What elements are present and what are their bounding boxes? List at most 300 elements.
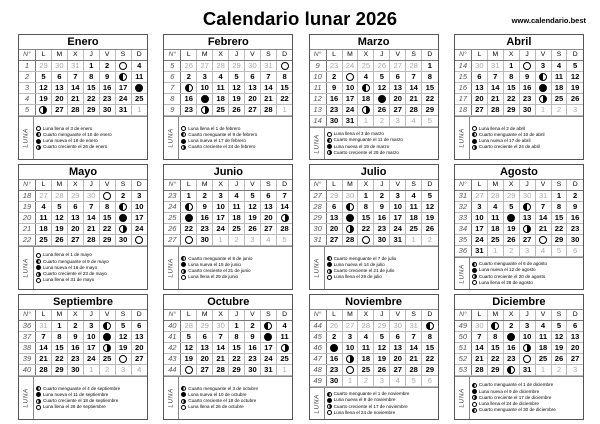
day-cell[interactable]: 1 <box>358 191 374 202</box>
day-cell[interactable] <box>260 332 276 343</box>
day-cell[interactable]: 1 <box>551 191 567 202</box>
day-cell[interactable]: 13 <box>131 332 147 343</box>
day-cell[interactable]: 12 <box>567 72 583 83</box>
day-cell[interactable]: 25 <box>131 94 147 105</box>
day-cell[interactable] <box>99 191 115 202</box>
day-cell[interactable]: 2 <box>197 191 213 202</box>
day-cell[interactable]: 30 <box>197 235 213 246</box>
day-cell[interactable]: 24 <box>390 224 406 235</box>
day-cell[interactable]: 27 <box>519 235 535 246</box>
day-cell[interactable] <box>535 235 551 246</box>
day-cell[interactable]: 15 <box>276 83 292 94</box>
day-cell[interactable]: 22 <box>83 94 99 105</box>
day-cell[interactable]: 16 <box>326 354 342 365</box>
day-cell[interactable]: 20 <box>260 213 276 224</box>
day-cell[interactable]: 27 <box>326 235 342 246</box>
day-cell[interactable]: 31 <box>519 365 535 376</box>
day-cell[interactable]: 11 <box>535 332 551 343</box>
day-cell[interactable]: 13 <box>519 213 535 224</box>
day-cell[interactable]: 16 <box>519 83 535 94</box>
day-cell[interactable]: 8 <box>51 332 67 343</box>
day-cell[interactable]: 16 <box>374 213 390 224</box>
day-cell[interactable]: 7 <box>67 72 83 83</box>
day-cell[interactable]: 11 <box>276 332 292 343</box>
day-cell[interactable] <box>115 224 131 235</box>
day-cell[interactable] <box>342 213 358 224</box>
day-cell[interactable]: 18 <box>535 343 551 354</box>
day-cell[interactable] <box>181 83 197 94</box>
day-cell[interactable]: 31 <box>342 116 358 127</box>
day-cell[interactable] <box>503 332 519 343</box>
day-cell[interactable] <box>115 213 131 224</box>
day-cell[interactable]: 25 <box>99 354 115 365</box>
day-cell[interactable]: 29 <box>422 365 438 376</box>
day-cell[interactable]: 19 <box>244 213 260 224</box>
day-cell[interactable]: 7 <box>83 202 99 213</box>
day-cell[interactable]: 24 <box>131 224 147 235</box>
day-cell[interactable]: 31 <box>390 235 406 246</box>
day-cell[interactable]: 18 <box>551 83 567 94</box>
day-cell[interactable]: 23 <box>67 354 83 365</box>
day-cell[interactable]: 25 <box>276 354 292 365</box>
day-cell[interactable]: 20 <box>390 94 406 105</box>
day-cell[interactable] <box>487 321 503 332</box>
day-cell[interactable]: 1 <box>422 61 438 72</box>
day-cell[interactable]: 6 <box>131 321 147 332</box>
day-cell[interactable]: 14 <box>213 343 229 354</box>
day-cell[interactable]: 19 <box>115 343 131 354</box>
day-cell[interactable]: 8 <box>487 332 503 343</box>
day-cell[interactable]: 26 <box>374 365 390 376</box>
day-cell[interactable]: 18 <box>358 94 374 105</box>
day-cell[interactable]: 24 <box>115 94 131 105</box>
day-cell[interactable]: 22 <box>422 354 438 365</box>
day-cell[interactable]: 30 <box>326 376 342 387</box>
day-cell[interactable]: 1 <box>503 61 519 72</box>
day-cell[interactable]: 29 <box>51 365 67 376</box>
day-cell[interactable]: 12 <box>181 343 197 354</box>
day-cell[interactable]: 13 <box>67 213 83 224</box>
day-cell[interactable]: 27 <box>131 354 147 365</box>
day-cell[interactable]: 2 <box>326 72 342 83</box>
day-cell[interactable]: 14 <box>83 213 99 224</box>
day-cell[interactable]: 3 <box>519 321 535 332</box>
day-cell[interactable]: 24 <box>471 235 487 246</box>
day-cell[interactable]: 29 <box>551 235 567 246</box>
day-cell[interactable] <box>358 235 374 246</box>
day-cell[interactable]: 13 <box>260 202 276 213</box>
day-cell[interactable]: 6 <box>326 202 342 213</box>
day-cell[interactable]: 26 <box>422 224 438 235</box>
day-cell[interactable]: 14 <box>276 202 292 213</box>
day-cell[interactable]: 7 <box>260 72 276 83</box>
day-cell[interactable]: 14 <box>406 83 422 94</box>
day-cell[interactable]: 21 <box>213 354 229 365</box>
day-cell[interactable]: 18 <box>487 224 503 235</box>
day-cell[interactable]: 24 <box>213 224 229 235</box>
day-cell[interactable] <box>519 354 535 365</box>
day-cell[interactable]: 15 <box>422 83 438 94</box>
day-cell[interactable]: 13 <box>197 343 213 354</box>
day-cell[interactable] <box>342 365 358 376</box>
day-cell[interactable]: 18 <box>229 213 245 224</box>
day-cell[interactable]: 2 <box>244 321 260 332</box>
day-cell[interactable]: 7 <box>406 72 422 83</box>
day-cell[interactable] <box>276 343 292 354</box>
day-cell[interactable]: 3 <box>390 191 406 202</box>
day-cell[interactable]: 9 <box>326 83 342 94</box>
day-cell[interactable]: 26 <box>51 235 67 246</box>
day-cell[interactable]: 15 <box>503 83 519 94</box>
day-cell[interactable]: 12 <box>229 83 245 94</box>
day-cell[interactable]: 23 <box>326 365 342 376</box>
day-cell[interactable]: 5 <box>567 61 583 72</box>
day-cell[interactable]: 4 <box>276 321 292 332</box>
day-cell[interactable]: 11 <box>213 83 229 94</box>
day-cell[interactable]: 9 <box>197 202 213 213</box>
day-cell[interactable]: 12 <box>422 202 438 213</box>
day-cell[interactable]: 23 <box>374 224 390 235</box>
day-cell[interactable]: 19 <box>181 354 197 365</box>
day-cell[interactable]: 18 <box>358 354 374 365</box>
day-cell[interactable]: 14 <box>36 343 52 354</box>
day-cell[interactable]: 20 <box>131 343 147 354</box>
day-cell[interactable]: 13 <box>471 83 487 94</box>
day-cell[interactable]: 23 <box>99 94 115 105</box>
day-cell[interactable]: 15 <box>99 213 115 224</box>
day-cell[interactable]: 25 <box>358 365 374 376</box>
day-cell[interactable]: 10 <box>213 202 229 213</box>
day-cell[interactable]: 2 <box>503 321 519 332</box>
day-cell[interactable]: 14 <box>67 83 83 94</box>
day-cell[interactable]: 18 <box>406 213 422 224</box>
day-cell[interactable]: 4 <box>487 202 503 213</box>
day-cell[interactable]: 4 <box>36 202 52 213</box>
day-cell[interactable]: 5 <box>551 321 567 332</box>
day-cell[interactable]: 5 <box>229 72 245 83</box>
day-cell[interactable] <box>115 354 131 365</box>
day-cell[interactable]: 17 <box>115 83 131 94</box>
day-cell[interactable]: 23 <box>181 105 197 116</box>
day-cell[interactable]: 18 <box>213 94 229 105</box>
day-cell[interactable]: 28 <box>342 235 358 246</box>
day-cell[interactable]: 8 <box>422 332 438 343</box>
day-cell[interactable]: 22 <box>503 94 519 105</box>
day-cell[interactable]: 7 <box>36 332 52 343</box>
day-cell[interactable] <box>115 72 131 83</box>
day-cell[interactable]: 10 <box>471 213 487 224</box>
day-cell[interactable]: 30 <box>115 235 131 246</box>
day-cell[interactable]: 3 <box>83 321 99 332</box>
day-cell[interactable] <box>181 365 197 376</box>
day-cell[interactable]: 20 <box>244 94 260 105</box>
day-cell[interactable]: 19 <box>51 224 67 235</box>
day-cell[interactable]: 12 <box>244 202 260 213</box>
day-cell[interactable]: 28 <box>487 105 503 116</box>
day-cell[interactable]: 26 <box>567 94 583 105</box>
day-cell[interactable]: 7 <box>535 202 551 213</box>
day-cell[interactable]: 12 <box>374 343 390 354</box>
day-cell[interactable]: 28 <box>406 105 422 116</box>
day-cell[interactable]: 14 <box>406 343 422 354</box>
day-cell[interactable]: 23 <box>197 224 213 235</box>
day-cell[interactable]: 5 <box>422 191 438 202</box>
day-cell[interactable]: 30 <box>519 105 535 116</box>
day-cell[interactable]: 20 <box>567 343 583 354</box>
day-cell[interactable]: 21 <box>406 94 422 105</box>
day-cell[interactable]: 15 <box>83 83 99 94</box>
day-cell[interactable]: 31 <box>260 365 276 376</box>
day-cell[interactable]: 20 <box>390 354 406 365</box>
day-cell[interactable]: 11 <box>229 202 245 213</box>
day-cell[interactable] <box>374 94 390 105</box>
day-cell[interactable]: 23 <box>326 105 342 116</box>
day-cell[interactable]: 28 <box>83 235 99 246</box>
day-cell[interactable]: 4 <box>213 72 229 83</box>
day-cell[interactable]: 2 <box>115 191 131 202</box>
day-cell[interactable]: 10 <box>390 202 406 213</box>
day-cell[interactable]: 8 <box>503 72 519 83</box>
day-cell[interactable]: 5 <box>503 202 519 213</box>
day-cell[interactable]: 25 <box>551 94 567 105</box>
day-cell[interactable]: 13 <box>244 83 260 94</box>
day-cell[interactable]: 7 <box>406 332 422 343</box>
day-cell[interactable]: 6 <box>244 72 260 83</box>
day-cell[interactable]: 23 <box>244 354 260 365</box>
day-cell[interactable]: 4 <box>551 61 567 72</box>
day-cell[interactable] <box>181 202 197 213</box>
day-cell[interactable]: 3 <box>213 191 229 202</box>
day-cell[interactable]: 10 <box>342 83 358 94</box>
day-cell[interactable]: 17 <box>342 94 358 105</box>
day-cell[interactable]: 15 <box>422 343 438 354</box>
day-cell[interactable] <box>181 235 197 246</box>
day-cell[interactable]: 15 <box>229 343 245 354</box>
day-cell[interactable]: 8 <box>551 202 567 213</box>
day-cell[interactable]: 25 <box>36 235 52 246</box>
day-cell[interactable]: 2 <box>181 72 197 83</box>
day-cell[interactable]: 13 <box>567 332 583 343</box>
day-cell[interactable]: 6 <box>67 202 83 213</box>
day-cell[interactable]: 29 <box>99 235 115 246</box>
day-cell[interactable]: 5 <box>51 202 67 213</box>
day-cell[interactable] <box>342 202 358 213</box>
day-cell[interactable]: 11 <box>358 343 374 354</box>
day-cell[interactable]: 15 <box>51 343 67 354</box>
day-cell[interactable] <box>519 202 535 213</box>
day-cell[interactable] <box>535 72 551 83</box>
day-cell[interactable] <box>519 61 535 72</box>
day-cell[interactable]: 8 <box>276 72 292 83</box>
day-cell[interactable]: 2 <box>326 332 342 343</box>
day-cell[interactable]: 21 <box>471 354 487 365</box>
day-cell[interactable]: 20 <box>326 224 342 235</box>
day-cell[interactable]: 7 <box>276 191 292 202</box>
day-cell[interactable]: 10 <box>519 332 535 343</box>
day-cell[interactable]: 19 <box>422 213 438 224</box>
day-cell[interactable] <box>197 94 213 105</box>
day-cell[interactable]: 25 <box>406 224 422 235</box>
day-cell[interactable]: 21 <box>36 354 52 365</box>
day-cell[interactable]: 3 <box>197 72 213 83</box>
day-cell[interactable]: 21 <box>260 94 276 105</box>
day-cell[interactable]: 27 <box>390 365 406 376</box>
day-cell[interactable] <box>115 202 131 213</box>
day-cell[interactable] <box>326 343 342 354</box>
day-cell[interactable] <box>260 321 276 332</box>
day-cell[interactable]: 28 <box>36 365 52 376</box>
day-cell[interactable]: 24 <box>83 354 99 365</box>
day-cell[interactable]: 17 <box>131 213 147 224</box>
day-cell[interactable]: 7 <box>213 332 229 343</box>
day-cell[interactable]: 12 <box>51 213 67 224</box>
day-cell[interactable]: 9 <box>99 72 115 83</box>
day-cell[interactable]: 26 <box>503 235 519 246</box>
day-cell[interactable]: 5 <box>244 191 260 202</box>
day-cell[interactable] <box>99 343 115 354</box>
day-cell[interactable]: 19 <box>551 343 567 354</box>
day-cell[interactable]: 16 <box>567 213 583 224</box>
day-cell[interactable] <box>342 224 358 235</box>
day-cell[interactable]: 3 <box>535 61 551 72</box>
day-cell[interactable] <box>342 354 358 365</box>
day-cell[interactable]: 28 <box>67 105 83 116</box>
day-cell[interactable]: 14 <box>487 83 503 94</box>
day-cell[interactable]: 13 <box>390 343 406 354</box>
day-cell[interactable]: 14 <box>535 213 551 224</box>
day-cell[interactable]: 27 <box>197 365 213 376</box>
day-cell[interactable]: 6 <box>260 191 276 202</box>
day-cell[interactable] <box>535 83 551 94</box>
day-cell[interactable]: 17 <box>390 213 406 224</box>
day-cell[interactable]: 23 <box>503 354 519 365</box>
day-cell[interactable]: 11 <box>131 72 147 83</box>
day-cell[interactable]: 12 <box>115 332 131 343</box>
day-cell[interactable]: 21 <box>67 94 83 105</box>
day-cell[interactable]: 17 <box>83 343 99 354</box>
day-cell[interactable]: 6 <box>471 72 487 83</box>
day-cell[interactable]: 7 <box>487 72 503 83</box>
day-cell[interactable]: 13 <box>390 83 406 94</box>
day-cell[interactable]: 1 <box>181 191 197 202</box>
day-cell[interactable]: 5 <box>374 72 390 83</box>
day-cell[interactable]: 30 <box>99 105 115 116</box>
day-cell[interactable]: 20 <box>471 94 487 105</box>
day-cell[interactable]: 5 <box>115 321 131 332</box>
day-cell[interactable]: 8 <box>422 72 438 83</box>
day-cell[interactable]: 6 <box>197 332 213 343</box>
day-cell[interactable] <box>519 343 535 354</box>
day-cell[interactable]: 27 <box>471 105 487 116</box>
day-cell[interactable]: 9 <box>374 202 390 213</box>
day-cell[interactable]: 20 <box>197 354 213 365</box>
day-cell[interactable]: 29 <box>503 105 519 116</box>
day-cell[interactable]: 21 <box>406 354 422 365</box>
day-cell[interactable]: 30 <box>374 235 390 246</box>
day-cell[interactable]: 22 <box>551 224 567 235</box>
day-cell[interactable]: 30 <box>67 365 83 376</box>
day-cell[interactable]: 10 <box>83 332 99 343</box>
day-cell[interactable]: 1 <box>83 61 99 72</box>
day-cell[interactable] <box>503 365 519 376</box>
day-cell[interactable]: 21 <box>535 224 551 235</box>
day-cell[interactable]: 22 <box>358 224 374 235</box>
day-cell[interactable]: 26 <box>551 354 567 365</box>
day-cell[interactable]: 22 <box>422 94 438 105</box>
day-cell[interactable]: 15 <box>551 213 567 224</box>
day-cell[interactable] <box>197 105 213 116</box>
day-cell[interactable]: 14 <box>260 83 276 94</box>
day-cell[interactable]: 6 <box>567 321 583 332</box>
day-cell[interactable]: 3 <box>342 332 358 343</box>
day-cell[interactable] <box>422 321 438 332</box>
day-cell[interactable]: 8 <box>358 202 374 213</box>
day-cell[interactable]: 5 <box>374 332 390 343</box>
day-cell[interactable] <box>181 213 197 224</box>
day-cell[interactable] <box>535 94 551 105</box>
day-cell[interactable]: 5 <box>181 332 197 343</box>
day-cell[interactable]: 16 <box>99 83 115 94</box>
day-cell[interactable]: 9 <box>519 72 535 83</box>
day-cell[interactable]: 16 <box>197 213 213 224</box>
day-cell[interactable]: 17 <box>260 343 276 354</box>
day-cell[interactable]: 19 <box>36 94 52 105</box>
day-cell[interactable]: 28 <box>213 365 229 376</box>
day-cell[interactable]: 20 <box>51 94 67 105</box>
day-cell[interactable]: 12 <box>374 83 390 94</box>
day-cell[interactable]: 4 <box>131 61 147 72</box>
day-cell[interactable]: 4 <box>358 72 374 83</box>
day-cell[interactable]: 30 <box>567 235 583 246</box>
day-cell[interactable] <box>276 61 292 72</box>
day-cell[interactable]: 3 <box>471 202 487 213</box>
day-cell[interactable]: 20 <box>67 224 83 235</box>
day-cell[interactable]: 16 <box>326 94 342 105</box>
day-cell[interactable]: 17 <box>213 213 229 224</box>
day-cell[interactable] <box>503 213 519 224</box>
day-cell[interactable]: 15 <box>487 343 503 354</box>
day-cell[interactable]: 4 <box>406 191 422 202</box>
day-cell[interactable] <box>99 332 115 343</box>
day-cell[interactable]: 2 <box>374 191 390 202</box>
day-cell[interactable] <box>131 83 147 94</box>
day-cell[interactable]: 2 <box>567 191 583 202</box>
day-cell[interactable]: 31 <box>471 246 487 257</box>
day-cell[interactable]: 19 <box>374 354 390 365</box>
day-cell[interactable]: 27 <box>67 235 83 246</box>
day-cell[interactable]: 26 <box>244 224 260 235</box>
day-cell[interactable]: 2 <box>99 61 115 72</box>
day-cell[interactable]: 8 <box>83 72 99 83</box>
day-cell[interactable]: 6 <box>51 72 67 83</box>
day-cell[interactable] <box>131 235 147 246</box>
day-cell[interactable]: 25 <box>487 235 503 246</box>
day-cell[interactable]: 17 <box>471 224 487 235</box>
day-cell[interactable]: 27 <box>260 224 276 235</box>
day-cell[interactable]: 2 <box>67 321 83 332</box>
day-cell[interactable]: 28 <box>471 365 487 376</box>
day-cell[interactable]: 10 <box>131 202 147 213</box>
day-cell[interactable]: 11 <box>36 213 52 224</box>
day-cell[interactable]: 19 <box>567 83 583 94</box>
day-cell[interactable]: 16 <box>244 343 260 354</box>
day-cell[interactable]: 9 <box>567 202 583 213</box>
day-cell[interactable]: 24 <box>260 354 276 365</box>
day-cell[interactable]: 4 <box>358 332 374 343</box>
day-cell[interactable]: 16 <box>181 94 197 105</box>
day-cell[interactable]: 27 <box>51 105 67 116</box>
day-cell[interactable]: 27 <box>567 354 583 365</box>
